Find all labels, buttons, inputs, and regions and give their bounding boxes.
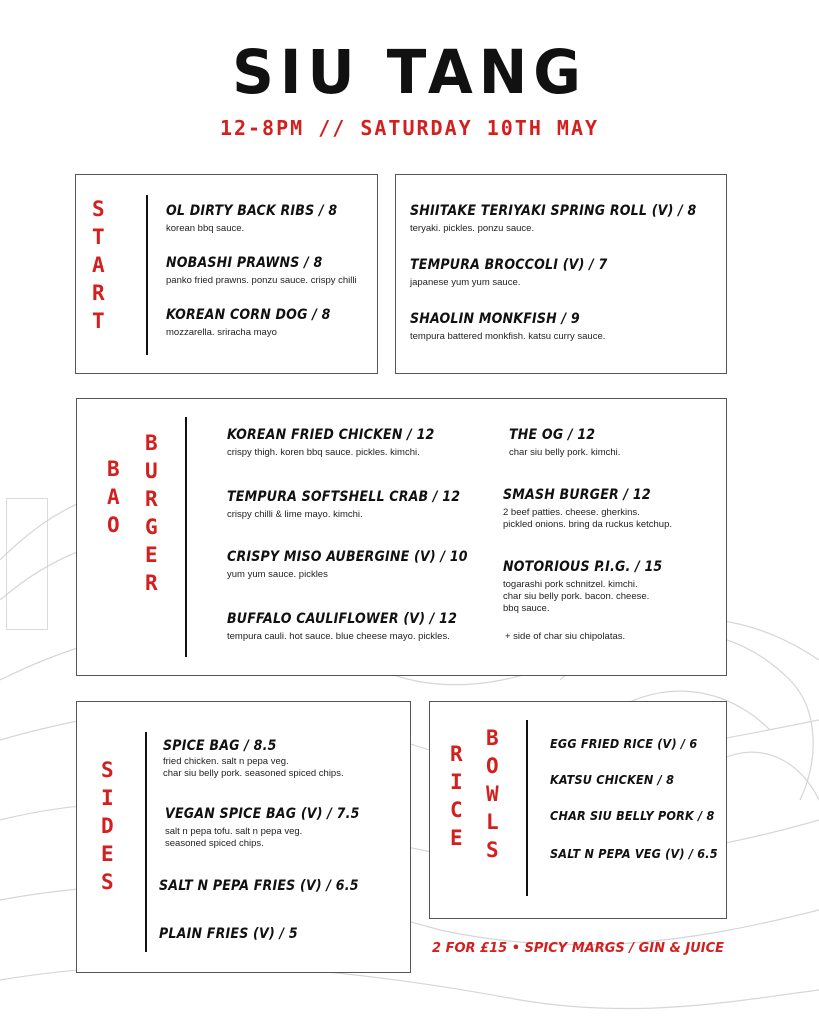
item-name: SALT N PEPA FRIES (V) / 6.5 (159, 878, 359, 894)
drinks-offer: 2 FOR £15 • SPICY MARGS / GIN & JUICE (432, 941, 725, 956)
menu-item (503, 487, 672, 531)
item-description: crispy thigh. koren bbq sauce. pickles. kimchi. (227, 447, 420, 458)
sides-box (76, 701, 411, 973)
start-heading-letter: S (92, 197, 105, 221)
item-name: TEMPURA BROCCOLI (V) / 7 (410, 257, 608, 273)
sides-heading-letter: S (101, 758, 114, 782)
item-name: SALT N PEPA VEG (V) / 6.5 (550, 846, 718, 861)
item-name: NOTORIOUS P.I.G. / 15 (503, 559, 663, 575)
item-name: SPICE BAG / 8.5 (163, 738, 277, 754)
sides-heading-letter: D (101, 814, 114, 838)
start-heading-letter: T (92, 225, 105, 249)
item-name: KOREAN FRIED CHICKEN / 12 (227, 427, 435, 443)
item-name: SHAOLIN MONKFISH / 9 (410, 311, 580, 327)
rice-heading-letter: C (450, 798, 463, 822)
bao-burger-box (76, 398, 727, 676)
start-box-right (395, 174, 727, 374)
menu-item (503, 559, 662, 615)
item-description: togarashi pork schnitzel. kimchi. char siu belly pork. bacon. cheese. bbq sauce. (503, 579, 650, 614)
menu-item (165, 806, 360, 850)
burger-heading-letter: U (145, 459, 158, 483)
item-description: char siu belly pork. kimchi. (509, 447, 621, 458)
sides-heading-letter: S (101, 870, 114, 894)
page-subtitle: 12-8PM // SATURDAY 10TH MAY (219, 116, 600, 140)
divider-line (526, 720, 528, 896)
bowls-heading (486, 728, 499, 868)
rice-heading-letter: E (450, 826, 463, 850)
bowls-heading-letter: O (486, 754, 499, 778)
item-name: THE OG / 12 (509, 427, 596, 443)
menu-item (159, 878, 359, 894)
bowls-heading-letter: B (486, 726, 499, 750)
item-name: BUFFALO CAULIFLOWER (V) / 12 (227, 611, 458, 627)
item-description: crispy chilli & lime mayo. kimchi. (227, 509, 363, 520)
item-name: TEMPURA SOFTSHELL CRAB / 12 (227, 489, 461, 505)
rice-heading-letter: I (450, 770, 463, 794)
menu-item (227, 611, 457, 643)
menu-item (550, 736, 697, 751)
sides-heading-letter: I (101, 786, 114, 810)
menu-item (550, 846, 718, 861)
menu-item (166, 255, 357, 287)
burger-heading-letter: G (145, 515, 158, 539)
burger-heading (145, 433, 158, 601)
bao-heading-letter: B (107, 457, 120, 481)
bowls-heading-letter: S (486, 838, 499, 862)
side-note: + side of char siu chipolatas. (505, 631, 626, 642)
item-name: CHAR SIU BELLY PORK / 8 (550, 808, 715, 823)
item-description: panko fried prawns. ponzu sauce. crispy chilli (166, 275, 357, 286)
item-name: EGG FRIED RICE (V) / 6 (550, 736, 698, 751)
bao-heading-letter: A (107, 485, 120, 509)
start-heading-letter: R (92, 281, 105, 305)
burger-heading-letter: R (145, 487, 158, 511)
menu-item (163, 738, 344, 780)
divider-line (145, 732, 147, 952)
burger-heading-letter: E (145, 543, 158, 567)
page-title: SIU TANG (232, 36, 587, 108)
item-name: SMASH BURGER / 12 (503, 487, 651, 503)
start-heading-letter: A (92, 253, 105, 277)
start-heading-letter: T (92, 309, 105, 333)
menu-item (509, 427, 620, 459)
item-name: KOREAN CORN DOG / 8 (166, 307, 331, 323)
item-description: yum yum sauce. pickles (227, 569, 328, 580)
item-name: NOBASHI PRAWNS / 8 (166, 255, 323, 271)
menu-item (410, 203, 696, 235)
item-description: fried chicken. salt n pepa veg. char siu belly pork. seasoned spiced chips. (163, 756, 344, 779)
item-name: VEGAN SPICE BAG (V) / 7.5 (165, 806, 360, 822)
item-description: teryaki. pickles. ponzu sauce. (410, 223, 535, 234)
item-name: PLAIN FRIES (V) / 5 (159, 926, 298, 942)
item-description: japanese yum yum sauce. (410, 277, 521, 288)
menu-item (166, 307, 331, 339)
item-description: 2 beef patties. cheese. gherkins. pickled onions. bring da ruckus ketchup. (503, 507, 672, 530)
item-description: tempura battered monkfish. katsu curry sauce. (410, 331, 606, 342)
start-box-left (75, 174, 378, 374)
rice-heading-letter: R (450, 742, 463, 766)
menu-item (410, 257, 608, 289)
menu-item (166, 203, 337, 235)
divider-line (146, 195, 148, 355)
menu-item (227, 427, 435, 459)
menu-item (550, 772, 674, 787)
item-name: KATSU CHICKEN / 8 (550, 772, 675, 787)
menu-item (410, 311, 605, 343)
item-description: salt n pepa tofu. salt n pepa veg. seasoned spiced chips. (165, 826, 303, 849)
menu-item (159, 926, 298, 942)
menu-item (227, 549, 468, 581)
bao-heading-letter: O (107, 513, 120, 537)
item-name: CRISPY MISO AUBERGINE (V) / 10 (227, 549, 468, 565)
menu-item (550, 808, 715, 823)
item-name: SHIITAKE TERIYAKI SPRING ROLL (V) / 8 (410, 203, 697, 219)
burger-heading-letter: R (145, 571, 158, 595)
bowls-heading-letter: L (486, 810, 499, 834)
start-heading (92, 199, 105, 339)
item-name: OL DIRTY BACK RIBS / 8 (166, 203, 338, 219)
item-description: mozzarella. sriracha mayo (166, 327, 277, 338)
bao-heading (107, 459, 120, 543)
bowls-heading-letter: W (486, 782, 499, 806)
item-description: tempura cauli. hot sauce. blue cheese mayo. pickles. (227, 631, 450, 642)
sides-heading (101, 760, 114, 900)
rice-heading (450, 744, 463, 856)
item-description: korean bbq sauce. (166, 223, 245, 234)
divider-line (185, 417, 187, 657)
burger-heading-letter: B (145, 431, 158, 455)
sides-heading-letter: E (101, 842, 114, 866)
rice-bowls-box (429, 701, 727, 919)
menu-item (227, 489, 460, 521)
seal-stamp (6, 498, 48, 630)
